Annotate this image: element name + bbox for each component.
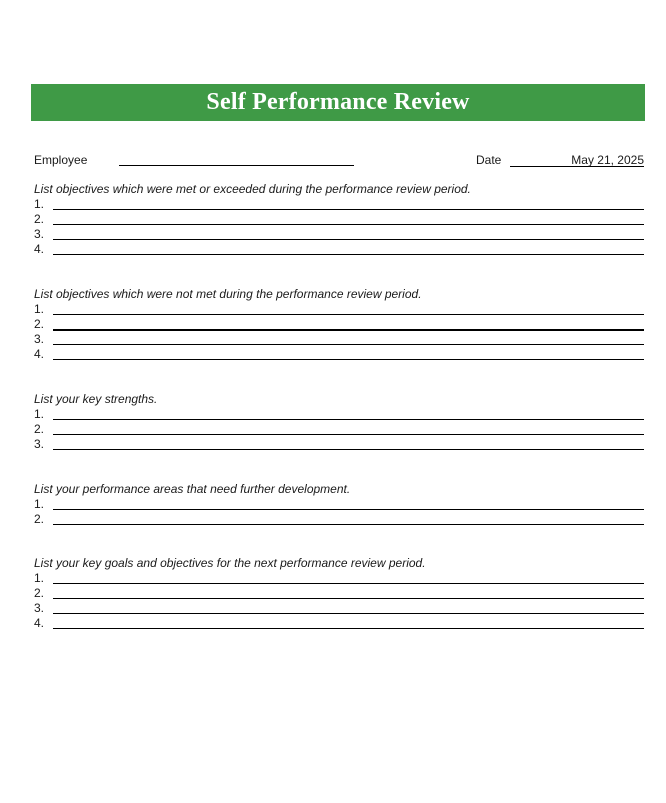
answer-rule [53,419,644,420]
header-row [0,153,666,169]
line-number: 1. [34,407,45,421]
answer-line[interactable] [0,616,666,631]
line-number: 2. [34,512,45,526]
answer-rule [53,509,644,510]
answer-line[interactable] [0,317,666,332]
answer-rule [53,329,644,331]
answer-rule [53,239,644,240]
title-banner [31,84,645,121]
date-field[interactable]: May 21, 2025 [510,153,644,167]
answer-line[interactable] [0,512,666,527]
line-number: 3. [34,227,45,241]
section-prompt: List your performance areas that need further development. [34,482,351,496]
section-prompt: List your key strengths. [34,392,158,406]
section-prompt: List objectives which were not met during the performance review period. [34,287,422,301]
answer-rule [53,224,644,225]
date-label: Date [476,153,502,167]
answer-line[interactable] [0,601,666,616]
line-number: 1. [34,197,45,211]
answer-rule [53,359,644,360]
section-prompt: List your key goals and objectives for the next performance review period. [34,556,426,570]
answer-rule [53,613,644,614]
line-number: 4. [34,347,45,361]
answer-line[interactable] [0,227,666,242]
line-number: 1. [34,571,45,585]
employee-field[interactable] [119,165,354,166]
answer-line[interactable] [0,422,666,437]
answer-line[interactable] [0,242,666,257]
answer-rule [53,524,644,525]
line-number: 1. [34,497,45,511]
answer-line[interactable] [0,197,666,212]
line-number: 4. [34,616,45,630]
answer-line[interactable] [0,212,666,227]
answer-rule [53,583,644,584]
answer-rule [53,628,644,629]
answer-rule [53,434,644,435]
section-prompt: List objectives which were met or exceeded during the performance review period. [34,182,471,196]
answer-line[interactable] [0,571,666,586]
answer-rule [53,598,644,599]
line-number: 2. [34,586,45,600]
line-number: 4. [34,242,45,256]
line-number: 2. [34,422,45,436]
answer-line[interactable] [0,437,666,452]
line-number: 2. [34,212,45,226]
answer-rule [53,314,644,315]
answer-line[interactable] [0,586,666,601]
answer-rule [53,254,644,255]
page-title: Self Performance Review [206,89,470,115]
answer-rule [53,344,644,345]
employee-label: Employee [34,153,88,167]
answer-line[interactable] [0,332,666,347]
answer-line[interactable] [0,347,666,362]
line-number: 3. [34,437,45,451]
answer-line[interactable] [0,407,666,422]
line-number: 3. [34,332,45,346]
answer-line[interactable] [0,497,666,512]
line-number: 3. [34,601,45,615]
line-number: 1. [34,302,45,316]
answer-rule [53,449,644,450]
line-number: 2. [34,317,45,331]
answer-line[interactable] [0,302,666,317]
answer-rule [53,209,644,210]
